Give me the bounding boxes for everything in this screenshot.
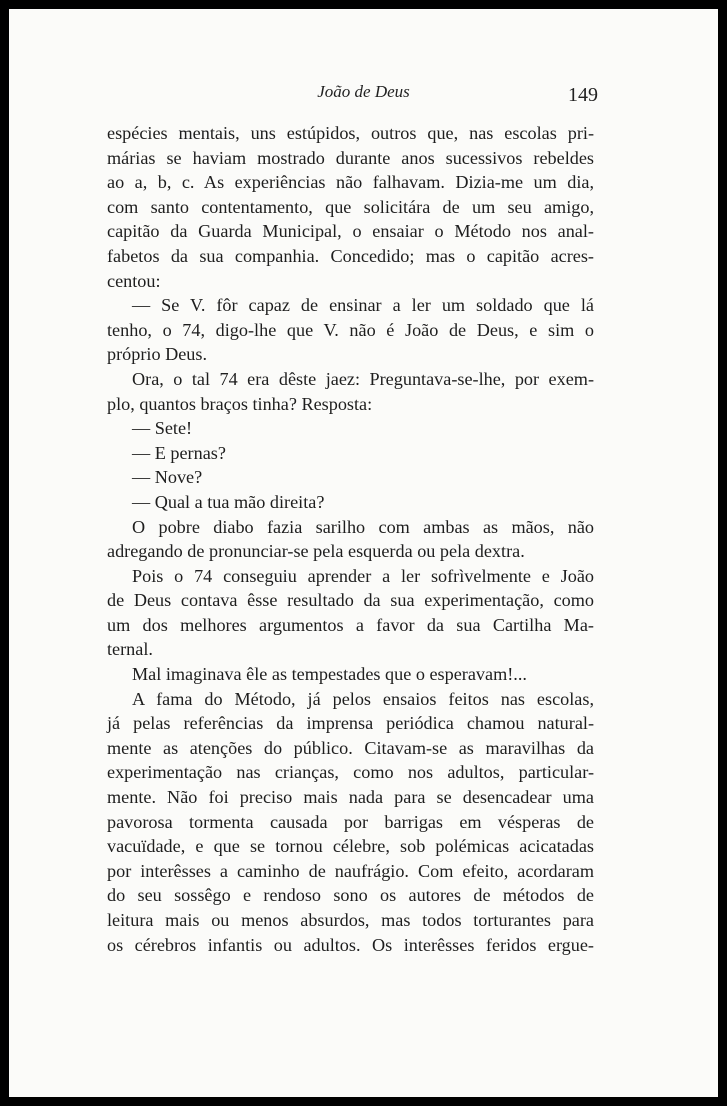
text-line: A fama do Método, já pelos ensaios feitos nas escolas, — [132, 688, 594, 709]
text-line: mente. Não foi preciso mais nada para se desencadear uma — [107, 787, 594, 808]
text-line: mente as atenções do público. Citavam-se as maravilhas da — [107, 737, 594, 758]
text-line: já pelas referências da imprensa periódica chamou natural- — [107, 713, 594, 734]
text-line: fabetos da sua companhia. Concedido; mas o capitão acres- — [107, 245, 594, 266]
text-line: com santo contentamento, que solicitára de um seu amigo, — [107, 196, 594, 217]
text-line: pavorosa tormenta causada por barrigas em vésperas de — [107, 811, 594, 832]
text-line: — Sete! — [132, 418, 193, 439]
text-line: — Nove? — [132, 467, 203, 488]
text-line: O pobre diabo fazia sarilho com ambas as mãos, não — [132, 516, 594, 537]
text-line: Ora, o tal 74 era dêste jaez: Preguntava-se-lhe, por exem- — [132, 368, 594, 389]
text-line: do seu sossêgo e rendoso sono os autores de métodos de — [107, 885, 594, 906]
body-text — [107, 121, 594, 957]
page-number: 149 — [568, 84, 598, 106]
text-line: ao a, b, c. As experiências não falhavam. Dizia-me um dia, — [107, 172, 594, 193]
text-line: — Qual a tua mão direita? — [132, 491, 325, 512]
text-line: Pois o 74 conseguiu aprender a ler sofrìvelmente e João — [132, 565, 594, 586]
text-line: de Deus contava êsse resultado da sua experimentação, como — [107, 590, 594, 611]
text-line: ternal. — [107, 639, 153, 660]
text-line: os cérebros infantis ou adultos. Os interêsses feridos ergue- — [107, 934, 594, 955]
text-line: espécies mentais, uns estúpidos, outros que, nas escolas pri- — [107, 123, 594, 143]
text-line: capitão da Guarda Municipal, o ensaiar o Método nos anal- — [107, 221, 594, 242]
text-line: um dos melhores argumentos a favor da sua Cartilha Ma- — [107, 614, 594, 635]
running-title: João de Deus — [317, 82, 410, 101]
text-line: márias se haviam mostrado durante anos sucessivos rebeldes — [107, 147, 594, 168]
text-line: centou: — [107, 270, 161, 291]
text-line: — E pernas? — [132, 442, 226, 463]
text-line: leitura mais ou menos absurdos, mas todos torturantes para — [107, 910, 594, 930]
text-line: experimentação nas crianças, como nos adultos, particular- — [107, 762, 594, 783]
text-line: por interêsses a caminho de naufrágio. Com efeito, acordaram — [107, 860, 594, 881]
text-line: plo, quantos braços tinha? Resposta: — [107, 393, 373, 414]
text-line: próprio Deus. — [107, 344, 208, 365]
page-header — [9, 82, 718, 112]
text-line: Mal imaginava êle as tempestades que o esperavam!... — [132, 664, 527, 685]
book-page — [9, 9, 718, 1097]
text-line: vacuïdade, e que se tornou célebre, sob polémicas acicatadas — [107, 836, 594, 857]
text-line: adregando de pronunciar-se pela esquerda ou pela dextra. — [107, 541, 525, 562]
text-line: — Se V. fôr capaz de ensinar a ler um soldado que lá — [132, 295, 594, 316]
text-line: tenho, o 74, digo-lhe que V. não é João de Deus, e sim o — [107, 319, 594, 340]
